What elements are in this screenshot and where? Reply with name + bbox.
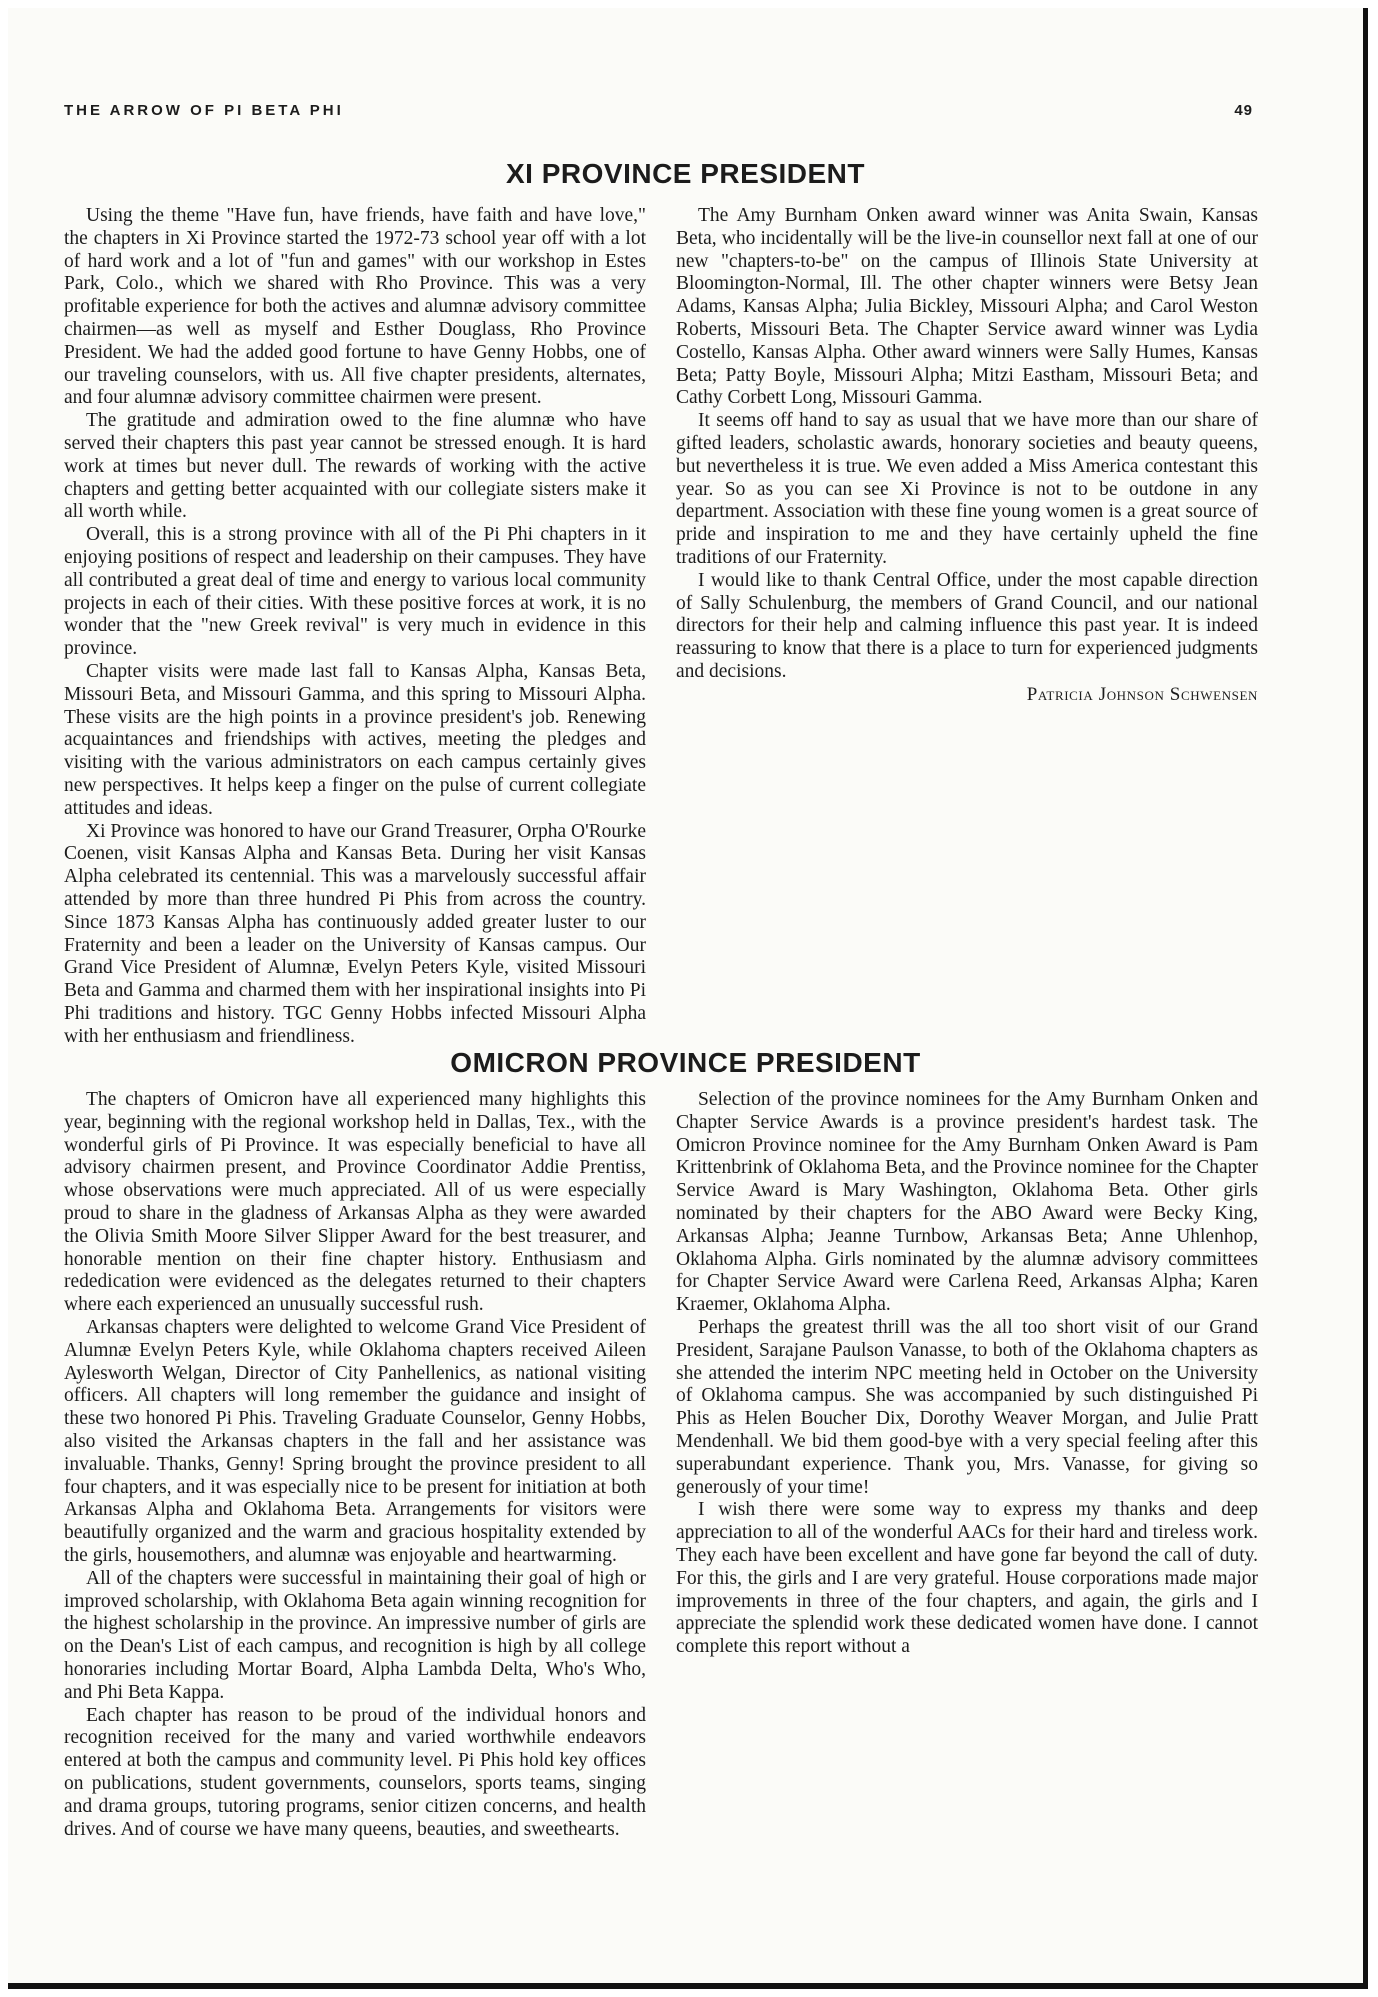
page-number: 49 xyxy=(1234,102,1253,119)
paragraph: I would like to thank Central Office, under the most capable direction of Sally Schulenburg, the members of Grand Council, and our national directors for their help and calming influence this past year. It is indeed reassuring to know that there is a place to turn for experienced judgments and decisions. xyxy=(676,569,1258,682)
paragraph: All of the chapters were successful in maintaining their goal of high or improved scholarship, with Oklahoma Beta again winning recognition for the highest scholarship in the province. An impressive number of girls are on the Dean's List of each campus, and recognition is high by all college honoraries including Mortar Board, Alpha Lambda Delta, Who's Who, and Phi Beta Kappa. xyxy=(64,1567,646,1703)
paragraph: Chapter visits were made last fall to Kansas Alpha, Kansas Beta, Missouri Beta, and Missouri Gamma, and this spring to Missouri Alpha. These visits are the high points in a province president's job. Renewing acquaintances and friendships with actives, meeting the pledges and visiting with the various administrators on each campus certainly gives new perspectives. It helps keep a finger on the pulse of current collegiate attitudes and ideas. xyxy=(64,660,646,819)
paragraph: The gratitude and admiration owed to the fine alumnæ who have served their chapters this past year cannot be stressed enough. It is hard work at times but never dull. The rewards of working with the active chapters and getting better acquainted with our collegiate sisters make it all worth while. xyxy=(64,410,646,523)
paragraph: Using the theme "Have fun, have friends, have faith and have love," the chapters in Xi Province started the 1972-73 school year off with a lot of hard work and a lot of "fun and games" with our workshop in Estes Park, Colo., which we shared with Rho Province. This was a very profitable experience for both the actives and alumnæ advisory committee chairmen—as well as myself and Esther Douglass, Rho Province President. We had the added good fortune to have Genny Hobbs, one of our traveling counselors, with us. All five chapter presidents, alternates, and four alumnæ advisory committee chairmen were present. xyxy=(64,205,646,409)
paragraph: The chapters of Omicron have all experienced many highlights this year, beginning with the regional workshop held in Dallas, Tex., with the wonderful girls of Pi Province. It was especially beneficial to have all advisory chairmen present, and Province Coordinator Addie Prentiss, whose observations were much appreciated. All of us were especially proud to share in the gladness of Arkansas Alpha as they were awarded the Olivia Smith Moore Silver Slipper Award for the best treasurer, and honorable mention on their fine chapter history. Enthusiasm and rededication were evidenced as the delegates returned to their chapters where each experienced an unusually successful rush. xyxy=(64,1089,646,1316)
paragraph: Perhaps the greatest thrill was the all too short visit of our Grand President, Sarajane Paulson Vanasse, to both of the Oklahoma chapters as she attended the interim NPC meeting held in October on the University of Oklahoma campus. She was accompanied by such distinguished Pi Phis as Helen Boucher Dix, Dorothy Weaver Morgan, and Julie Pratt Mendenhall. We bid them good-bye with a very special feeling after this superabundant experience. Thank you, Mrs. Vanasse, for giving so generously of your time! xyxy=(676,1316,1258,1498)
running-header xyxy=(64,102,1253,119)
xi-column-right xyxy=(676,205,1258,707)
xi-section-title: XI PROVINCE PRESIDENT xyxy=(505,158,865,189)
paragraph: The Amy Burnham Onken award winner was Anita Swain, Kansas Beta, who incidentally will be the live-in counsellor next fall at one of our new "chapters-to-be" on the campus of Illinois State University at Bloomington-Normal, Ill. The other chapter winners were Betsy Jean Adams, Kansas Alpha; Julia Bickley, Missouri Alpha; and Carol Weston Roberts, Missouri Beta. The Chapter Service award winner was Lydia Costello, Kansas Alpha. Other award winners were Sally Humes, Kansas Beta; Patty Boyle, Missouri Alpha; Mitzi Eastham, Missouri Beta; and Cathy Corbett Long, Missouri Gamma. xyxy=(676,205,1258,409)
paragraph: I wish there were some way to express my thanks and deep appreciation to all of the wonderful AACs for their hard and tireless work. They each have been excellent and have gone far beyond the call of duty. For this, the girls and I are very grateful. House corporations made major improvements in three of the four chapters, and again, the girls and I appreciate the splendid work these dedicated women have done. I cannot complete this report without a xyxy=(676,1499,1258,1658)
xi-column-left xyxy=(64,205,646,1048)
paragraph: Selection of the province nominees for the Amy Burnham Onken and Chapter Service Awards is a province president's hardest task. The Omicron Province nominee for the Amy Burnham Onken Award is Pam Krittenbrink of Oklahoma Beta, and the Province nominee for the Chapter Service Award is Mary Washington, Oklahoma Beta. Other girls nominated by their chapters for the ABO Award were Becky King, Arkansas Alpha; Jeanne Turnbow, Arkansas Beta; Anne Uhlenhop, Oklahoma Alpha. Girls nominated by the alumnæ advisory committees for Chapter Service Award were Carlena Reed, Arkansas Alpha; Karen Kraemer, Oklahoma Alpha. xyxy=(676,1089,1258,1316)
paragraph: Overall, this is a strong province with all of the Pi Phi chapters in it enjoying positions of respect and leadership on their campuses. They have all contributed a great deal of time and energy to various local community projects in each of their cities. With these positive forces at work, it is no wonder that the "new Greek revival" is very much in evidence in this province. xyxy=(64,524,646,660)
paragraph: It seems off hand to say as usual that we have more than our share of gifted leaders, scholastic awards, honorary societies and beauty queens, but nevertheless it is true. We even added a Miss America contestant this year. So as you can see Xi Province is not to be outdone in any department. Association with these fine young women is a great source of pride and inspiration to me and they have certainly upheld the fine traditions of our Fraternity. xyxy=(676,410,1258,568)
omicron-section-title: OMICRON PROVINCE PRESIDENT xyxy=(450,1047,921,1078)
paragraph: Each chapter has reason to be proud of the individual honors and recognition received for the many and varied worthwhile endeavors entered at both the campus and community level. Pi Phis hold key offices on publications, student governments, counselors, sports teams, singing and drama groups, tutoring programs, senior citizen concerns, and health drives. And of course we have many queens, beauties, and sweethearts. xyxy=(64,1704,646,1840)
author-signature: Patricia Johnson Schwensen xyxy=(1026,683,1258,705)
omicron-column-right xyxy=(676,1089,1258,1659)
omicron-column-left xyxy=(64,1089,646,1841)
publication-title: THE ARROW OF PI BETA PHI xyxy=(64,102,344,119)
magazine-page xyxy=(8,8,1368,1989)
paragraph: Arkansas chapters were delighted to welcome Grand Vice President of Alumnæ Evelyn Peters Kyle, while Oklahoma chapters received Aileen Aylesworth Welgan, Director of City Panhellenics, as national visiting officers. All chapters will long remember the guidance and insight of these two honored Pi Phis. Traveling Graduate Counselor, Genny Hobbs, also visited the Arkansas chapters in the fall and her assistance was invaluable. Thanks, Genny! Spring brought the province president to all four chapters, and it was especially nice to be present for initiation at both Arkansas Alpha and Oklahoma Beta. Arrangements for visitors were beautifully organized and the warm and gracious hospitality extended by the girls, housemothers, and alumnæ was enjoyable and heartwarming. xyxy=(64,1316,646,1566)
paragraph: Xi Province was honored to have our Grand Treasurer, Orpha O'Rourke Coenen, visit Kansas Alpha and Kansas Beta. During her visit Kansas Alpha celebrated its centennial. This was a marvelously successful affair attended by more than three hundred Pi Phis from across the country. Since 1873 Kansas Alpha has continuously added greater luster to our Fraternity and been a leader on the University of Kansas campus. Our Grand Vice President of Alumnæ, Evelyn Peters Kyle, visited Missouri Beta and Gamma and charmed them with her inspirational insights into Pi Phi traditions and history. TGC Genny Hobbs infected Missouri Alpha with her enthusiasm and friendliness. xyxy=(64,820,646,1047)
